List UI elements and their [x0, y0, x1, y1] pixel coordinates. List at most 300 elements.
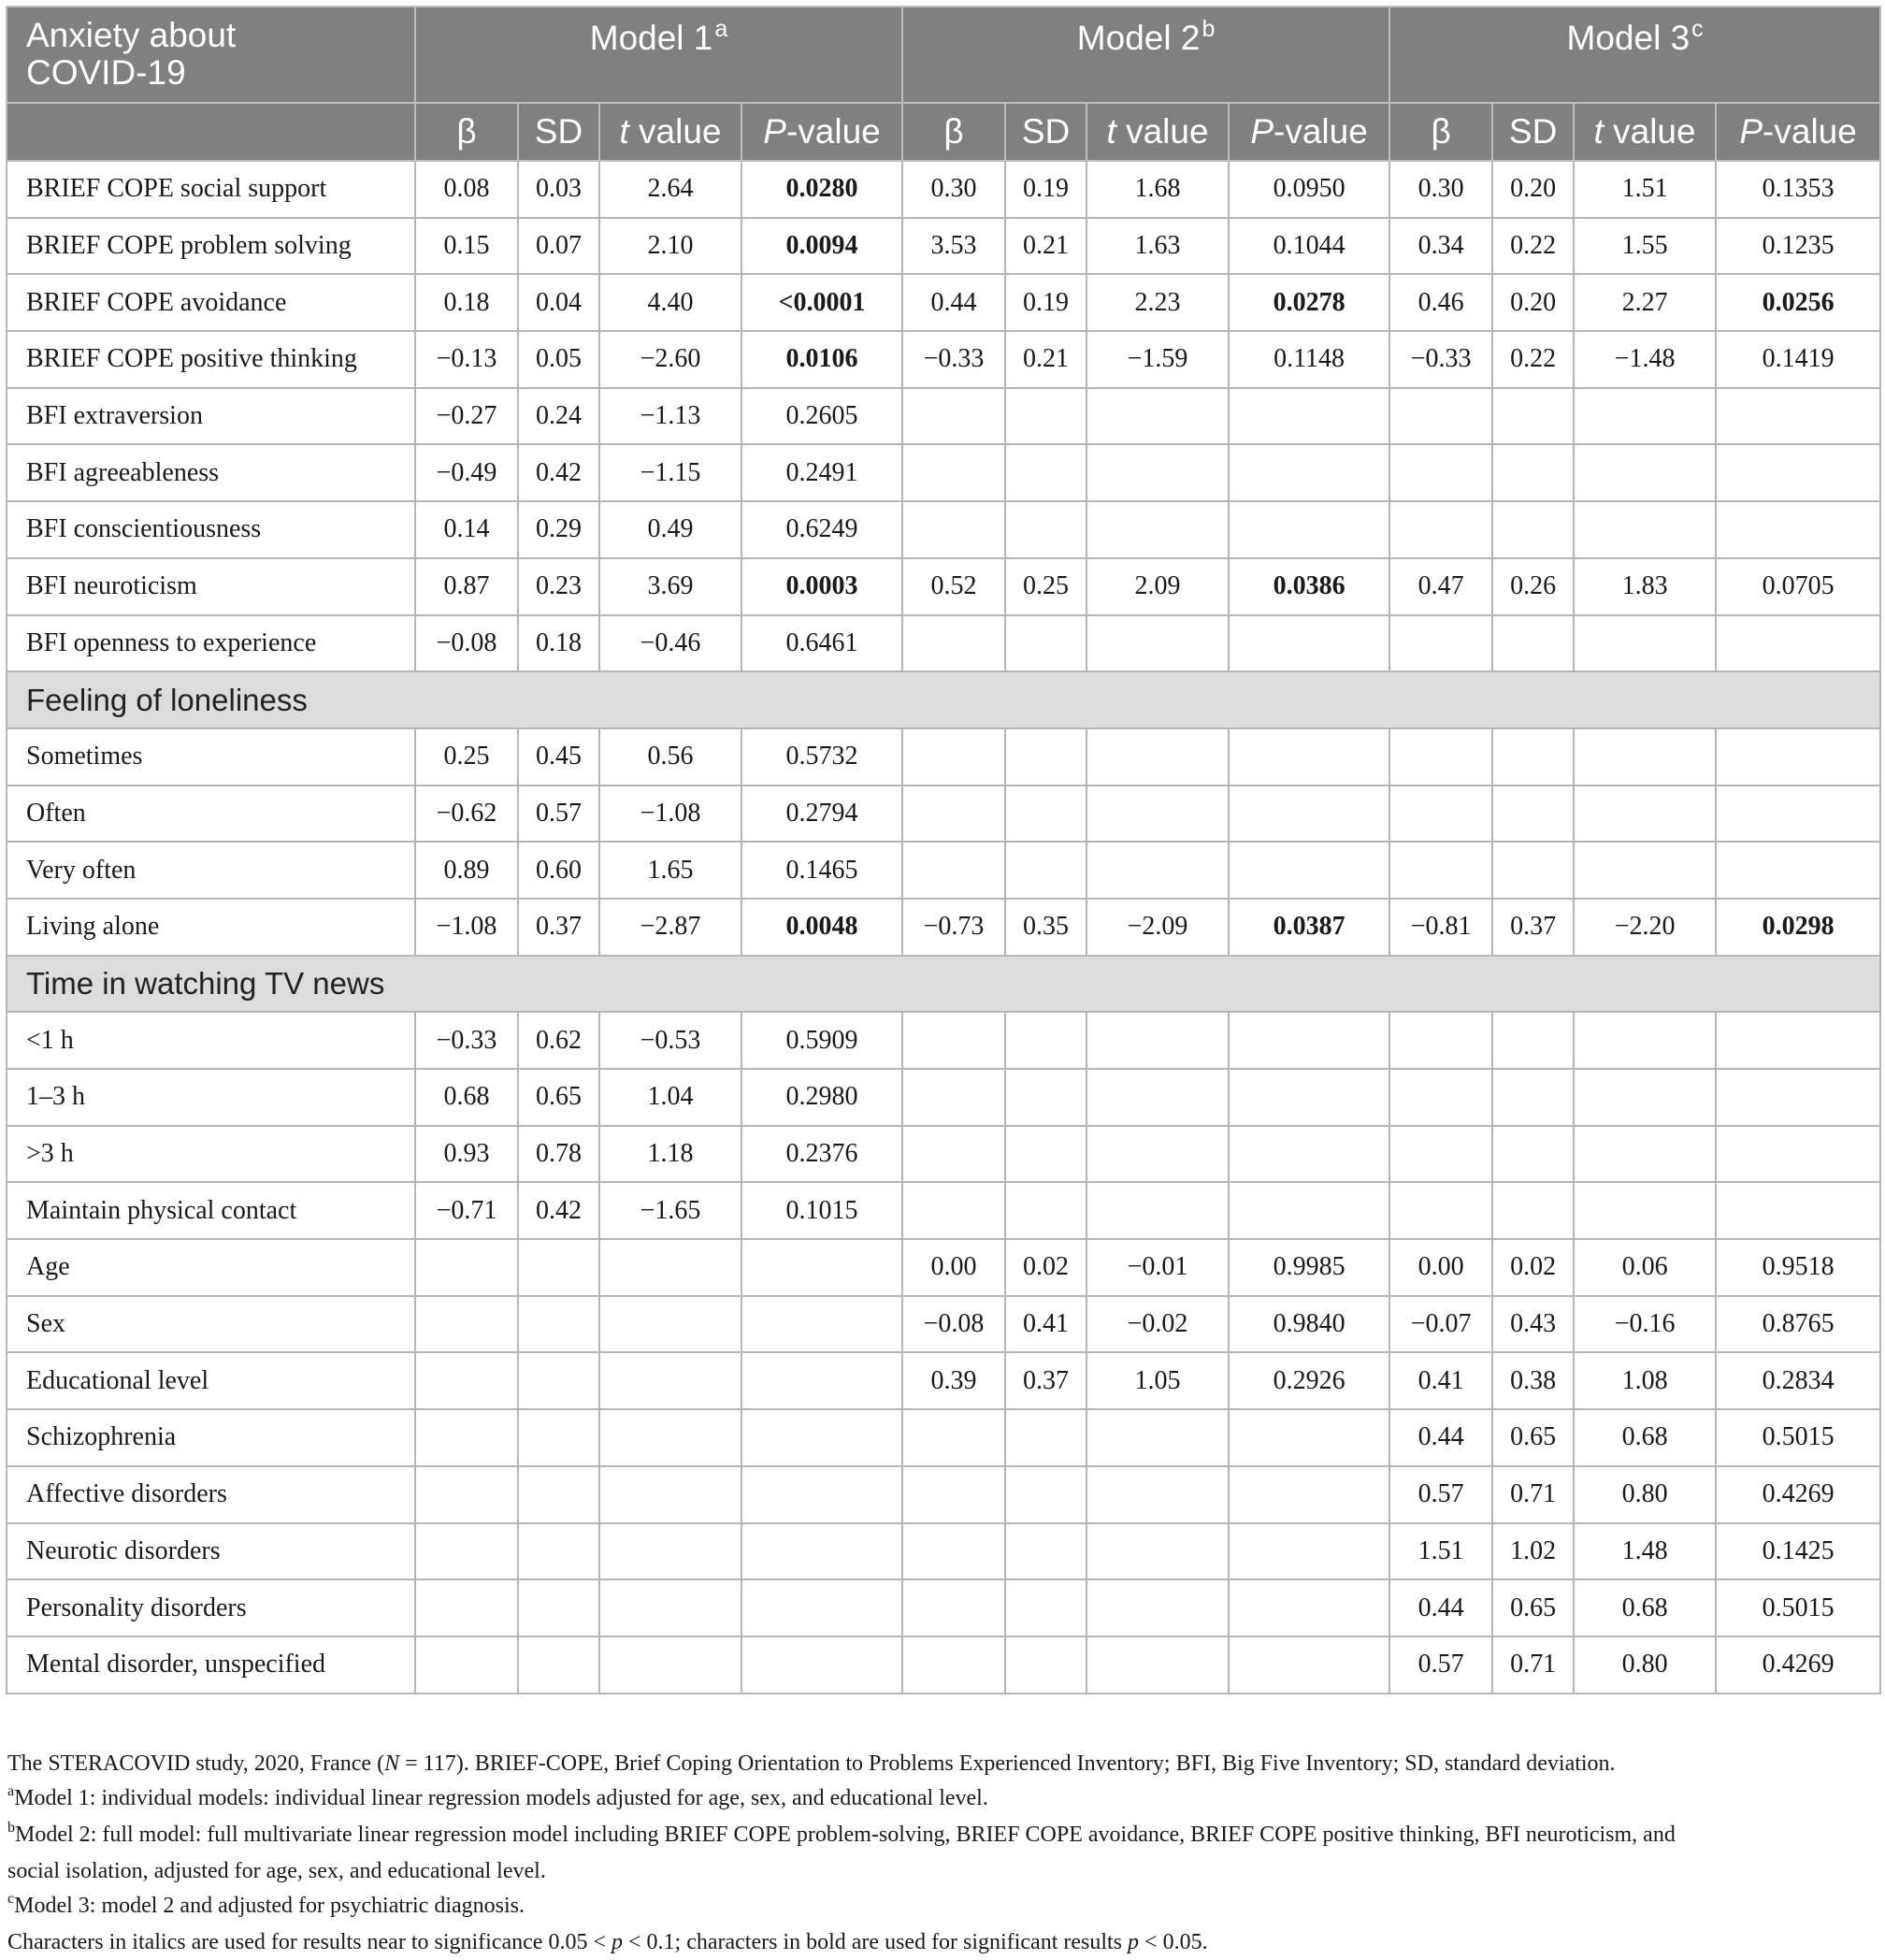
- value-cell: 0.2376: [741, 1126, 902, 1183]
- value-cell: [1005, 728, 1086, 785]
- value-cell: 0.47: [1389, 558, 1492, 615]
- value-cell: [1716, 1182, 1880, 1239]
- value-cell: [1229, 1579, 1389, 1636]
- value-cell: 4.40: [599, 274, 741, 331]
- table-row: [7, 388, 1880, 445]
- value-cell: 2.10: [599, 218, 741, 275]
- value-cell: 0.03: [518, 161, 599, 218]
- header-row-models: [7, 7, 1880, 103]
- value-cell: [1005, 1182, 1086, 1239]
- value-cell: 3.69: [599, 558, 741, 615]
- value-cell: 0.4269: [1716, 1636, 1880, 1693]
- value-cell: 0.19: [1005, 161, 1086, 218]
- value-cell: [1229, 1069, 1389, 1126]
- value-cell: [518, 1296, 599, 1353]
- value-cell: 0.5732: [741, 728, 902, 785]
- value-cell: 0.20: [1492, 161, 1574, 218]
- value-cell: −0.13: [415, 331, 518, 388]
- value-cell: 0.2491: [741, 444, 902, 501]
- value-cell: [1229, 1409, 1389, 1466]
- value-cell: [1492, 615, 1574, 672]
- value-cell: 0.5909: [741, 1012, 902, 1069]
- table-row: [7, 785, 1880, 843]
- value-cell: 0.41: [1389, 1352, 1492, 1409]
- value-cell: 0.5015: [1716, 1579, 1880, 1636]
- value-cell: [902, 388, 1005, 445]
- value-cell: [1716, 1069, 1880, 1126]
- value-cell: [902, 728, 1005, 785]
- value-cell: 0.65: [518, 1069, 599, 1126]
- value-cell: 1.51: [1574, 161, 1716, 218]
- footnote-b-cont: social isolation, adjusted for age, sex, and educational level.: [7, 1859, 546, 1883]
- row-label: Age: [7, 1239, 415, 1296]
- value-cell: 0.9840: [1229, 1296, 1389, 1353]
- value-cell: [518, 1239, 599, 1296]
- value-cell: [1389, 501, 1492, 558]
- row-label: Sometimes: [7, 728, 415, 785]
- value-cell: 0.26: [1492, 558, 1574, 615]
- value-cell: 0.45: [518, 728, 599, 785]
- value-cell: [1086, 615, 1229, 672]
- footnote-b: $^b$Model 2: full model: full multivariate linear regression model including BRIEF COPE problem-solving, BRIEF COPE avoidance, BRIEF COPE positive thinking, BFI neuroticism, and: [7, 1820, 1676, 1847]
- value-cell: −0.02: [1086, 1296, 1229, 1353]
- value-cell: 0.52: [902, 558, 1005, 615]
- value-cell: [1574, 842, 1716, 899]
- value-cell: [1229, 615, 1389, 672]
- row-label: BFI neuroticism: [7, 558, 415, 615]
- value-cell: 0.07: [518, 218, 599, 275]
- section-label: Time in watching TV news: [7, 956, 1880, 1013]
- value-cell: [902, 1182, 1005, 1239]
- value-cell: 0.24: [518, 388, 599, 445]
- value-cell: [1574, 1182, 1716, 1239]
- row-label: Living alone: [7, 899, 415, 956]
- value-cell: −0.08: [902, 1296, 1005, 1353]
- value-cell: −0.73: [902, 899, 1005, 956]
- value-cell: −0.62: [415, 785, 518, 843]
- value-cell: 1.08: [1574, 1352, 1716, 1409]
- table-row: [7, 615, 1880, 672]
- value-cell: [902, 785, 1005, 843]
- value-cell: 0.6249: [741, 501, 902, 558]
- value-cell: −1.65: [599, 1182, 741, 1239]
- value-cell: 1.68: [1086, 161, 1229, 218]
- table-row: [7, 1126, 1880, 1183]
- footnote-c: $^c$Model 3: model 2 and adjusted for psychiatric diagnosis.: [7, 1891, 525, 1918]
- table-row: [7, 728, 1880, 785]
- value-cell: −0.71: [415, 1182, 518, 1239]
- value-cell: [1005, 1012, 1086, 1069]
- value-cell: [741, 1409, 902, 1466]
- value-cell: 0.62: [518, 1012, 599, 1069]
- value-cell: [1005, 1466, 1086, 1523]
- value-cell: [1086, 728, 1229, 785]
- value-cell: [599, 1636, 741, 1693]
- row-label: Mental disorder, unspecified: [7, 1636, 415, 1693]
- value-cell: 0.44: [1389, 1409, 1492, 1466]
- value-cell: 0.93: [415, 1126, 518, 1183]
- value-cell: 0.1425: [1716, 1523, 1880, 1580]
- row-label: Educational level: [7, 1352, 415, 1409]
- value-cell: 0.38: [1492, 1352, 1574, 1409]
- table-row: [7, 1182, 1880, 1239]
- value-cell: 0.25: [1005, 558, 1086, 615]
- table-row: [7, 161, 1880, 218]
- value-cell: 0.1044: [1229, 218, 1389, 275]
- value-cell: 0.08: [415, 161, 518, 218]
- row-label: Neurotic disorders: [7, 1523, 415, 1580]
- value-cell: [599, 1409, 741, 1466]
- significance-note: Characters in italics are used for results near to significance 0.05 < p < 0.1; characters in bold are used for significant results p < 0.05.: [7, 1930, 1208, 1954]
- row-label: 1–3 h: [7, 1069, 415, 1126]
- row-label: Schizophrenia: [7, 1409, 415, 1466]
- value-cell: 0.2605: [741, 388, 902, 445]
- value-cell: −0.81: [1389, 899, 1492, 956]
- value-cell: [902, 615, 1005, 672]
- value-cell: [1005, 1523, 1086, 1580]
- value-cell: [599, 1579, 741, 1636]
- row-label: BFI openness to experience: [7, 615, 415, 672]
- value-cell: [1229, 444, 1389, 501]
- value-cell: [1086, 785, 1229, 843]
- value-cell: 0.57: [518, 785, 599, 843]
- value-cell: 0.2794: [741, 785, 902, 843]
- value-cell: 1.83: [1574, 558, 1716, 615]
- value-cell: [902, 1579, 1005, 1636]
- value-cell: [1574, 388, 1716, 445]
- value-cell: [1716, 728, 1880, 785]
- value-cell: 0.00: [902, 1239, 1005, 1296]
- value-cell: [902, 1012, 1005, 1069]
- table-row: [7, 1352, 1880, 1409]
- value-cell: 0.9518: [1716, 1239, 1880, 1296]
- row-label: BRIEF COPE avoidance: [7, 274, 415, 331]
- value-cell: [1086, 1182, 1229, 1239]
- value-cell: [1389, 1126, 1492, 1183]
- value-cell: [1389, 444, 1492, 501]
- value-cell: [1229, 785, 1389, 843]
- value-cell: [1086, 1126, 1229, 1183]
- value-cell: [1229, 1012, 1389, 1069]
- value-cell: 0.00: [1389, 1239, 1492, 1296]
- table-row: [7, 444, 1880, 501]
- value-cell: [1716, 842, 1880, 899]
- table-row: [7, 1636, 1880, 1693]
- value-cell: −1.15: [599, 444, 741, 501]
- value-cell: [902, 1636, 1005, 1693]
- section-header-row: [7, 671, 1880, 728]
- value-cell: 0.14: [415, 501, 518, 558]
- value-cell: 2.27: [1574, 274, 1716, 331]
- value-cell: 2.09: [1086, 558, 1229, 615]
- value-cell: [1086, 1523, 1229, 1580]
- value-cell: −0.27: [415, 388, 518, 445]
- value-cell: [902, 501, 1005, 558]
- value-cell: [1492, 728, 1574, 785]
- model-2-t-value-header: t value: [1086, 103, 1229, 161]
- value-cell: 0.04: [518, 274, 599, 331]
- value-cell: [1389, 1182, 1492, 1239]
- value-cell: [1229, 1126, 1389, 1183]
- value-cell: [1005, 1636, 1086, 1693]
- model-1-beta-header: β: [415, 103, 518, 161]
- row-label: Very often: [7, 842, 415, 899]
- value-cell: [415, 1352, 518, 1409]
- value-cell: [1086, 1466, 1229, 1523]
- row-label: BRIEF COPE positive thinking: [7, 331, 415, 388]
- value-cell: [518, 1579, 599, 1636]
- value-cell: 0.22: [1492, 331, 1574, 388]
- row-label: Affective disorders: [7, 1466, 415, 1523]
- value-cell: [741, 1296, 902, 1353]
- value-cell: −0.33: [902, 331, 1005, 388]
- table-row: [7, 274, 1880, 331]
- value-cell: 0.25: [415, 728, 518, 785]
- value-cell: 0.9985: [1229, 1239, 1389, 1296]
- value-cell: [1492, 1182, 1574, 1239]
- value-cell: [1229, 1466, 1389, 1523]
- value-cell: 0.1148: [1229, 331, 1389, 388]
- value-cell: [1492, 388, 1574, 445]
- value-cell: 0.20: [1492, 274, 1574, 331]
- model-2-p-value-header: P-value: [1229, 103, 1389, 161]
- model-1-sd-header: SD: [518, 103, 599, 161]
- value-cell: 0.60: [518, 842, 599, 899]
- value-cell: [741, 1523, 902, 1580]
- value-cell: 0.1419: [1716, 331, 1880, 388]
- value-cell: 0.34: [1389, 218, 1492, 275]
- value-cell: 0.5015: [1716, 1409, 1880, 1466]
- value-cell: [1005, 842, 1086, 899]
- value-cell: −1.08: [415, 899, 518, 956]
- value-cell: 0.71: [1492, 1636, 1574, 1693]
- value-cell: [1492, 1126, 1574, 1183]
- table-row: [7, 218, 1880, 275]
- value-cell: 1.18: [599, 1126, 741, 1183]
- value-cell: 0.0705: [1716, 558, 1880, 615]
- model-2-sd-header: SD: [1005, 103, 1086, 161]
- table-row: [7, 558, 1880, 615]
- value-cell: [1492, 785, 1574, 843]
- value-cell: [1389, 615, 1492, 672]
- value-cell: 0.80: [1574, 1636, 1716, 1693]
- value-cell: <0.0001: [741, 274, 902, 331]
- value-cell: 1.65: [599, 842, 741, 899]
- header-row-stats: [7, 103, 1880, 161]
- row-label: <1 h: [7, 1012, 415, 1069]
- value-cell: 0.30: [1389, 161, 1492, 218]
- value-cell: 0.21: [1005, 218, 1086, 275]
- value-cell: 0.0280: [741, 161, 902, 218]
- value-cell: [415, 1523, 518, 1580]
- value-cell: 0.44: [1389, 1579, 1492, 1636]
- value-cell: [1005, 388, 1086, 445]
- value-cell: 0.80: [1574, 1466, 1716, 1523]
- value-cell: [599, 1296, 741, 1353]
- value-cell: 0.35: [1005, 899, 1086, 956]
- value-cell: [1492, 501, 1574, 558]
- value-cell: [902, 1069, 1005, 1126]
- value-cell: 0.8765: [1716, 1296, 1880, 1353]
- value-cell: [1492, 444, 1574, 501]
- value-cell: −1.59: [1086, 331, 1229, 388]
- value-cell: 0.02: [1005, 1239, 1086, 1296]
- value-cell: [1389, 1012, 1492, 1069]
- value-cell: 0.2980: [741, 1069, 902, 1126]
- value-cell: 0.4269: [1716, 1466, 1880, 1523]
- model-2-beta-header: β: [902, 103, 1005, 161]
- value-cell: [415, 1409, 518, 1466]
- value-cell: −0.07: [1389, 1296, 1492, 1353]
- value-cell: [1229, 1523, 1389, 1580]
- table-footnotes: [7, 1747, 1881, 1960]
- value-cell: 0.71: [1492, 1466, 1574, 1523]
- value-cell: −0.08: [415, 615, 518, 672]
- value-cell: [1005, 444, 1086, 501]
- model-3-sd-header: SD: [1492, 103, 1574, 161]
- corner-line1: Anxiety about: [26, 16, 237, 54]
- model-3-t-value-header: t value: [1574, 103, 1716, 161]
- table-row: [7, 1466, 1880, 1523]
- value-cell: [1086, 388, 1229, 445]
- table-body: [7, 161, 1880, 1693]
- table-row: [7, 331, 1880, 388]
- value-cell: −2.87: [599, 899, 741, 956]
- value-cell: [518, 1352, 599, 1409]
- value-cell: −2.60: [599, 331, 741, 388]
- study-note: The STERACOVID study, 2020, France (N = 117). BRIEF-COPE, Brief Coping Orientation to Problems Experienced Inventory; BFI, Big Five Inventory; SD, standard deviation.: [7, 1751, 1616, 1776]
- value-cell: [1229, 842, 1389, 899]
- value-cell: 1.63: [1086, 218, 1229, 275]
- value-cell: [415, 1466, 518, 1523]
- value-cell: 0.37: [1492, 899, 1574, 956]
- row-label: Often: [7, 785, 415, 843]
- value-cell: 0.44: [902, 274, 1005, 331]
- value-cell: 0.68: [1574, 1409, 1716, 1466]
- value-cell: [902, 1126, 1005, 1183]
- table-row: [7, 1409, 1880, 1466]
- table-row: [7, 1012, 1880, 1069]
- value-cell: [1716, 444, 1880, 501]
- value-cell: 0.43: [1492, 1296, 1574, 1353]
- value-cell: [1716, 615, 1880, 672]
- value-cell: [902, 1523, 1005, 1580]
- value-cell: [1716, 785, 1880, 843]
- value-cell: [1005, 1126, 1086, 1183]
- value-cell: [1492, 1012, 1574, 1069]
- value-cell: −0.46: [599, 615, 741, 672]
- value-cell: 0.05: [518, 331, 599, 388]
- value-cell: 0.65: [1492, 1409, 1574, 1466]
- value-cell: [1716, 1012, 1880, 1069]
- model-3-header: Model 3$^c$: [1389, 7, 1880, 103]
- value-cell: 0.0387: [1229, 899, 1389, 956]
- value-cell: [902, 444, 1005, 501]
- value-cell: [599, 1466, 741, 1523]
- value-cell: 0.18: [415, 274, 518, 331]
- model-1-t-value-header: t value: [599, 103, 741, 161]
- value-cell: [1086, 1636, 1229, 1693]
- section-label: Feeling of loneliness: [7, 671, 1880, 728]
- value-cell: [1389, 785, 1492, 843]
- value-cell: 0.2834: [1716, 1352, 1880, 1409]
- value-cell: 0.0256: [1716, 274, 1880, 331]
- corner-line2: COVID-19: [26, 53, 186, 92]
- value-cell: [1389, 388, 1492, 445]
- value-cell: 0.0278: [1229, 274, 1389, 331]
- model-1-header: Model 1$^a$: [415, 7, 902, 103]
- value-cell: [1005, 1579, 1086, 1636]
- table-row: [7, 842, 1880, 899]
- table-row: [7, 1239, 1880, 1296]
- value-cell: [1574, 1069, 1716, 1126]
- row-label: Personality disorders: [7, 1579, 415, 1636]
- value-cell: [1005, 501, 1086, 558]
- regression-results-table: [6, 6, 1881, 1694]
- value-cell: [1492, 1069, 1574, 1126]
- table-row: [7, 1579, 1880, 1636]
- model-3-beta-header: β: [1389, 103, 1492, 161]
- value-cell: 0.6461: [741, 615, 902, 672]
- value-cell: [741, 1352, 902, 1409]
- value-cell: [415, 1579, 518, 1636]
- value-cell: 1.02: [1492, 1523, 1574, 1580]
- value-cell: [1086, 444, 1229, 501]
- table-row: [7, 1069, 1880, 1126]
- value-cell: 2.64: [599, 161, 741, 218]
- value-cell: 1.48: [1574, 1523, 1716, 1580]
- value-cell: 2.23: [1086, 274, 1229, 331]
- value-cell: [1389, 728, 1492, 785]
- value-cell: 0.30: [902, 161, 1005, 218]
- value-cell: 0.89: [415, 842, 518, 899]
- value-cell: [1716, 388, 1880, 445]
- value-cell: [741, 1466, 902, 1523]
- value-cell: 0.0950: [1229, 161, 1389, 218]
- footnote-a: $^a$Model 1: individual models: individual linear regression models adjusted for age, sex, and educational level.: [7, 1783, 988, 1810]
- value-cell: 0.42: [518, 444, 599, 501]
- value-cell: [415, 1239, 518, 1296]
- value-cell: [1574, 1012, 1716, 1069]
- model-3-p-value-header: P-value: [1716, 103, 1880, 161]
- value-cell: [1492, 842, 1574, 899]
- value-cell: [1716, 1126, 1880, 1183]
- value-cell: 0.29: [518, 501, 599, 558]
- value-cell: [1005, 615, 1086, 672]
- value-cell: [1086, 842, 1229, 899]
- value-cell: [902, 1409, 1005, 1466]
- value-cell: −2.09: [1086, 899, 1229, 956]
- value-cell: [1005, 785, 1086, 843]
- value-cell: 0.68: [1574, 1579, 1716, 1636]
- value-cell: 0.1465: [741, 842, 902, 899]
- table-row: [7, 1296, 1880, 1353]
- value-cell: 0.0094: [741, 218, 902, 275]
- value-cell: [1574, 444, 1716, 501]
- value-cell: 0.65: [1492, 1579, 1574, 1636]
- value-cell: [1574, 1126, 1716, 1183]
- value-cell: [1086, 501, 1229, 558]
- value-cell: 0.22: [1492, 218, 1574, 275]
- value-cell: −0.16: [1574, 1296, 1716, 1353]
- value-cell: [1229, 1636, 1389, 1693]
- value-cell: −1.08: [599, 785, 741, 843]
- value-cell: [1005, 1409, 1086, 1466]
- model-2-header: Model 2$^b$: [902, 7, 1389, 103]
- value-cell: −0.49: [415, 444, 518, 501]
- value-cell: 0.18: [518, 615, 599, 672]
- value-cell: 0.2926: [1229, 1352, 1389, 1409]
